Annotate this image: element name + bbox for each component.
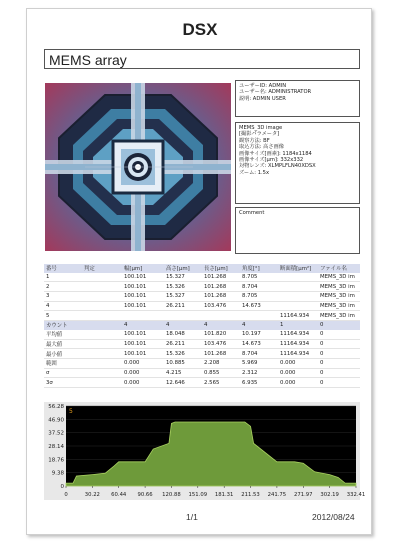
user-description: 説明: ADMIN USER	[239, 95, 286, 102]
col-header: 高さ[μm]	[164, 264, 202, 273]
capture-line: 取込方法: 高さ画像	[239, 144, 284, 151]
table-cell: 最小値	[44, 349, 82, 359]
sample-name-field: MEMS array	[44, 49, 360, 69]
table-cell	[82, 339, 122, 349]
table-cell: 103.476	[202, 339, 240, 349]
table-cell: 4	[122, 321, 164, 330]
y-tick-label: 0	[60, 484, 64, 490]
table-cell	[82, 311, 122, 321]
page-number: 1/1	[186, 512, 198, 522]
table-cell: 11164.934	[278, 311, 318, 321]
table-row	[44, 282, 360, 292]
stat-row	[44, 358, 360, 368]
x-tick-label: 332.41	[346, 492, 366, 498]
table-cell: 0	[318, 330, 360, 339]
table-cell	[278, 282, 318, 292]
x-tick-label: 241.75	[267, 492, 287, 498]
stat-row	[44, 330, 360, 339]
x-tick-label: 0	[64, 492, 68, 498]
capture-line: [撮影パラメータ]	[239, 131, 280, 138]
table-cell: 4	[240, 321, 278, 330]
table-cell: MEMS_3D im	[318, 311, 360, 321]
table-cell: MEMS_3D im	[318, 292, 360, 302]
x-tick-label: 181.31	[214, 492, 234, 498]
x-tick-label: 30.22	[84, 492, 100, 498]
table-cell: 0.855	[202, 368, 240, 378]
table-cell	[82, 273, 122, 282]
table-header-row	[44, 264, 360, 273]
table-cell: 15.327	[164, 292, 202, 302]
table-cell	[82, 368, 122, 378]
table-cell: 26.211	[164, 339, 202, 349]
y-tick-label: 37.52	[48, 430, 64, 437]
table-cell	[82, 292, 122, 302]
table-cell: 100.101	[122, 282, 164, 292]
table-cell: 0	[318, 378, 360, 388]
table-cell: 1	[44, 273, 82, 282]
col-header: 番号	[44, 264, 82, 273]
table-cell	[82, 321, 122, 330]
x-tick-label: 120.88	[162, 492, 181, 498]
user-name: ユーザー名: ADMINISTRATOR	[239, 89, 312, 96]
table-cell: 4	[202, 321, 240, 330]
table-cell: 101.268	[202, 273, 240, 282]
capture-line: MEMS_3D image	[239, 125, 283, 131]
table-cell: 10.197	[240, 330, 278, 339]
table-cell: 2.208	[202, 358, 240, 368]
table-cell: 2	[44, 282, 82, 292]
table-cell	[240, 311, 278, 321]
table-cell	[82, 282, 122, 292]
user-info-box	[235, 80, 360, 117]
table-cell	[82, 330, 122, 339]
table-cell	[202, 311, 240, 321]
y-tick-label: 46.90	[48, 417, 64, 424]
table-cell: MEMS_3D im	[318, 273, 360, 282]
table-cell: 8.704	[240, 282, 278, 292]
capture-info-box	[235, 122, 360, 204]
table-cell: MEMS_3D im	[318, 301, 360, 311]
table-cell: 最大値	[44, 339, 82, 349]
capture-line: ズーム: 1.5x	[239, 169, 270, 176]
table-cell: 6.935	[240, 378, 278, 388]
table-cell: σ	[44, 368, 82, 378]
user-id: ユーザーID: ADMIN	[239, 83, 287, 89]
table-cell: 11164.934	[278, 339, 318, 349]
x-tick-label: 211.53	[241, 492, 260, 498]
table-cell: 1	[278, 321, 318, 330]
table-cell	[82, 378, 122, 388]
col-header: 幅[μm]	[122, 264, 164, 273]
table-cell: 0	[318, 349, 360, 359]
table-cell: 101.820	[202, 330, 240, 339]
height-profile-chart	[44, 402, 366, 500]
table-cell: 0.000	[122, 358, 164, 368]
table-cell: 103.476	[202, 301, 240, 311]
table-cell: 0.000	[122, 368, 164, 378]
y-tick-label: 18.76	[48, 457, 64, 464]
table-cell: 0.000	[278, 378, 318, 388]
table-cell: 4.215	[164, 368, 202, 378]
table-cell: 平均値	[44, 330, 82, 339]
x-tick-label: 151.09	[188, 492, 208, 498]
table-cell: 8.705	[240, 273, 278, 282]
table-cell: 0.000	[278, 358, 318, 368]
table-cell: 10.885	[164, 358, 202, 368]
table-row	[44, 301, 360, 311]
table-cell	[278, 273, 318, 282]
table-cell: 0	[318, 358, 360, 368]
table-cell: 3σ	[44, 378, 82, 388]
x-tick-label: 271.97	[293, 492, 313, 498]
table-cell: 0.000	[122, 378, 164, 388]
table-cell: 100.101	[122, 292, 164, 302]
table-cell: 11164.934	[278, 349, 318, 359]
table-cell: 11164.934	[278, 330, 318, 339]
stat-row	[44, 368, 360, 378]
table-cell: 0	[318, 368, 360, 378]
col-header: 断面積[μm²]	[278, 264, 318, 273]
report-title: DSX	[182, 20, 218, 39]
table-row	[44, 273, 360, 282]
table-cell: 5.969	[240, 358, 278, 368]
table-cell	[82, 349, 122, 359]
table-cell: 100.101	[122, 301, 164, 311]
stat-row	[44, 349, 360, 359]
microscope-image	[45, 83, 231, 251]
table-cell: 8.704	[240, 349, 278, 359]
table-cell: 15.327	[164, 273, 202, 282]
y-tick-label: 56.28	[48, 404, 64, 410]
table-cell: 100.101	[122, 339, 164, 349]
stat-row	[44, 339, 360, 349]
table-cell: 範囲	[44, 358, 82, 368]
table-cell: カウント	[44, 321, 82, 330]
report-date: 2012/08/24	[312, 512, 355, 522]
table-cell: 4	[44, 301, 82, 311]
x-tick-label: 90.66	[137, 492, 153, 498]
table-row	[44, 311, 360, 321]
capture-line: 画像サイズ[画素]: 1184x1184	[239, 150, 312, 157]
table-cell	[82, 301, 122, 311]
col-header: 角度[°]	[240, 264, 278, 273]
x-tick-label: 60.44	[111, 492, 127, 498]
table-cell: 101.268	[202, 349, 240, 359]
capture-line: 対物レンズ: XLMPLFLN40XDSX	[239, 163, 316, 170]
table-cell: 0	[318, 321, 360, 330]
table-cell: 101.268	[202, 292, 240, 302]
table-cell: 26.211	[164, 301, 202, 311]
table-cell	[82, 358, 122, 368]
table-cell	[278, 301, 318, 311]
capture-line: 観察方法: BF	[239, 137, 270, 144]
table-cell: 4	[164, 321, 202, 330]
table-cell	[164, 311, 202, 321]
marker-label: 5	[69, 408, 73, 415]
table-cell: 15.326	[164, 349, 202, 359]
table-cell: 15.326	[164, 282, 202, 292]
table-row	[44, 292, 360, 302]
x-tick-label: 302.19	[320, 492, 339, 498]
table-cell: 5	[44, 311, 82, 321]
table-cell: 0.000	[278, 368, 318, 378]
y-tick-label: 9.38	[51, 470, 64, 477]
comment-box	[235, 207, 360, 254]
stat-row	[44, 378, 360, 388]
comment-label: Comment	[239, 210, 265, 216]
table-cell: 100.101	[122, 349, 164, 359]
table-cell: 18.048	[164, 330, 202, 339]
table-cell: 8.705	[240, 292, 278, 302]
table-cell	[122, 311, 164, 321]
table-cell: 100.101	[122, 330, 164, 339]
table-cell: 2.312	[240, 368, 278, 378]
measurement-table	[44, 264, 360, 388]
count-row	[44, 321, 360, 330]
table-cell: 2.565	[202, 378, 240, 388]
table-cell: 0	[318, 339, 360, 349]
table-cell: 12.646	[164, 378, 202, 388]
col-header: ファイル名	[318, 264, 360, 273]
table-cell: 100.101	[122, 273, 164, 282]
table-cell	[278, 292, 318, 302]
capture-line: 画像サイズ[μm]: 332x332	[239, 157, 304, 164]
table-cell: 3	[44, 292, 82, 302]
col-header: 判定	[82, 264, 122, 273]
table-cell: 14.673	[240, 301, 278, 311]
table-cell: 14.673	[240, 339, 278, 349]
table-cell: 101.268	[202, 282, 240, 292]
table-cell: MEMS_3D im	[318, 282, 360, 292]
col-header: 長さ[μm]	[202, 264, 240, 273]
y-tick-label: 28.14	[48, 444, 64, 450]
